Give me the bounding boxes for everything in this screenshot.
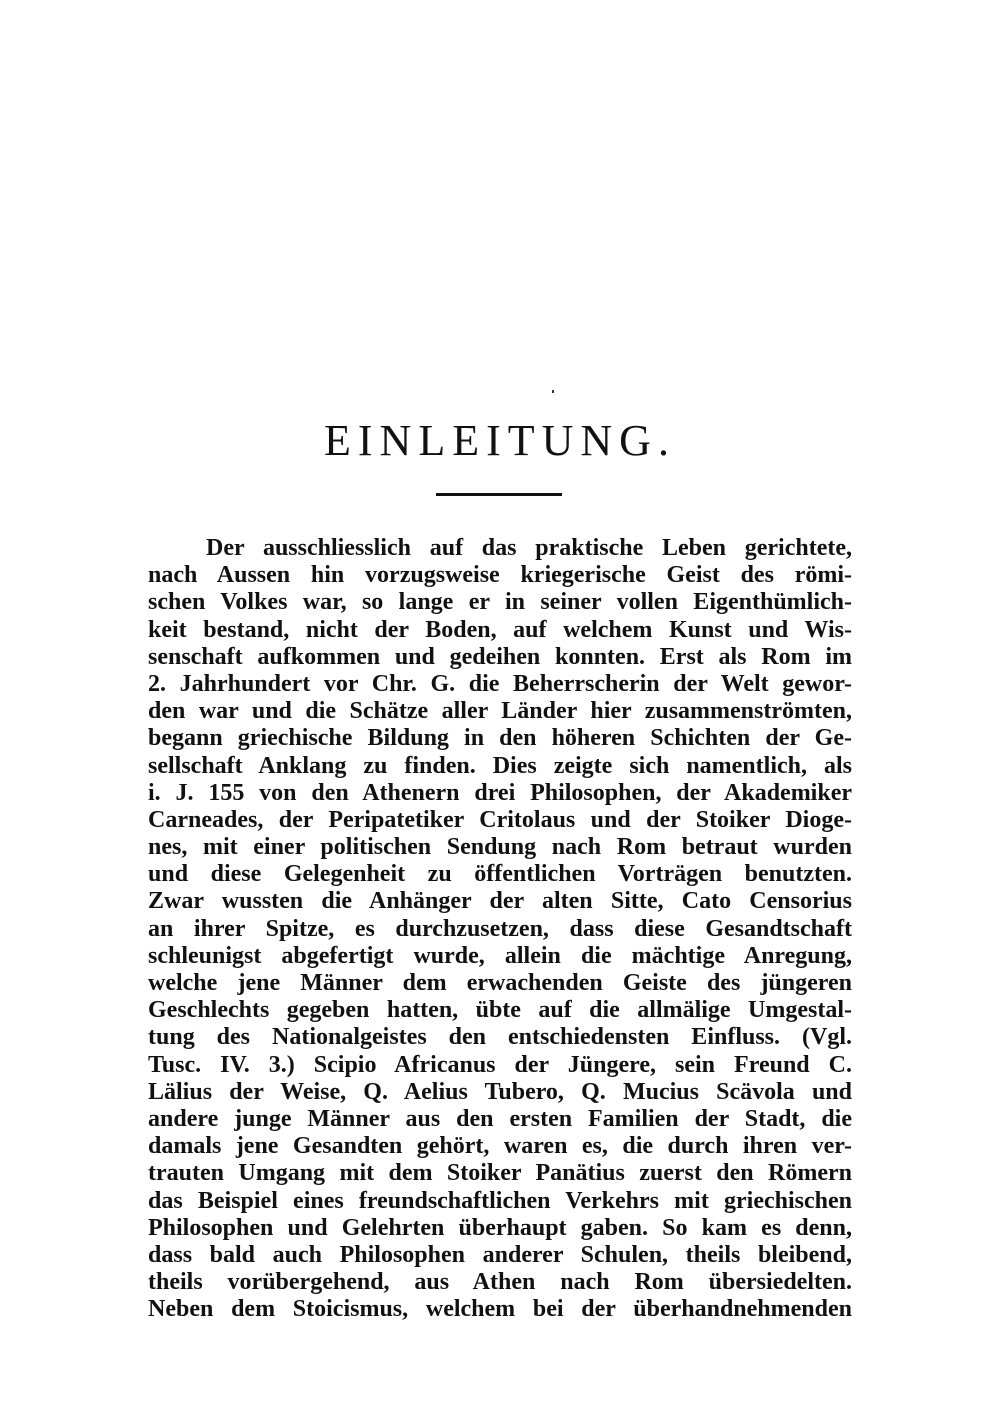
text-line: an ihrer Spitze, es durchzusetzen, dass diese Gesandtschaft [148, 915, 852, 942]
text-line: welche jene Männer dem erwachenden Geiste des jüngeren [148, 970, 852, 996]
text-line: tung des Nationalgeistes den entschiedensten Einfluss. (Vgl. [148, 1024, 852, 1051]
text-line: trauten Umgang mit dem Stoiker Panätius zuerst den Römern [148, 1160, 852, 1187]
text-line: andere junge Männer aus den ersten Familien der Stadt, die [148, 1105, 852, 1132]
text-line: Zwar wussten die Anhänger der alten Sitte, Cato Censorius [148, 888, 852, 915]
text-line: schleunigst abgefertigt wurde, allein die mächtige Anregung, [148, 942, 852, 969]
text-line: i. J. 155 von den Athenern drei Philosophen, der Akademiker [148, 779, 852, 806]
text-line: keit bestand, nicht der Boden, auf welchem Kunst und Wis- [148, 616, 852, 643]
text-line: Philosophen und Gelehrten überhaupt gaben. So kam es denn, [148, 1214, 852, 1241]
text-line: senschaft aufkommen und gedeihen konnten. Erst als Rom im [148, 643, 852, 670]
text-line: Carneades, der Peripatetiker Critolaus und der Stoiker Dioge- [148, 806, 852, 833]
text-line: sellschaft Anklang zu finden. Dies zeigte sich namentlich, als [148, 752, 852, 779]
text-line: Der ausschliesslich auf das praktische Leben gerichtete, [206, 535, 852, 561]
text-line: dass bald auch Philosophen anderer Schulen, theils bleibend, [148, 1241, 852, 1268]
text-line: das Beispiel eines freundschaftlichen Verkehrs mit griechischen [148, 1187, 852, 1214]
stray-ink-mark [552, 390, 554, 393]
text-line: Neben dem Stoicismus, welchem bei der überhandnehmenden [148, 1296, 852, 1323]
text-line: Lälius der Weise, Q. Aelius Tubero, Q. Mucius Scävola und [148, 1078, 852, 1105]
text-line: theils vorübergehend, aus Athen nach Rom übersiedelten. [148, 1269, 852, 1296]
body-paragraph [148, 535, 852, 1323]
text-line: 2. Jahrhundert vor Chr. G. die Beherrscherin der Welt gewor- [148, 670, 852, 697]
text-line: schen Volkes war, so lange er in seiner vollen Eigenthümlich- [148, 589, 852, 616]
text-line: Tusc. IV. 3.) Scipio Africanus der Jüngere, sein Freund C. [148, 1051, 852, 1078]
title-rule [436, 493, 562, 496]
text-line: begann griechische Bildung in den höheren Schichten der Ge- [148, 725, 852, 752]
text-line: nes, mit einer politischen Sendung nach Rom betraut wurden [148, 834, 852, 861]
text-line: damals jene Gesandten gehört, waren es, die durch ihren ver- [148, 1133, 852, 1160]
text-line: den war und die Schätze aller Länder hier zusammenströmten, [148, 698, 852, 725]
chapter-title: EINLEITUNG. [324, 416, 676, 465]
text-line: Geschlechts gegeben hatten, übte auf die allmälige Umgestal- [148, 997, 852, 1024]
text-line: nach Aussen hin vorzugsweise kriegerische Geist des römi- [148, 562, 852, 589]
text-line: und diese Gelegenheit zu öffentlichen Vorträgen benutzten. [148, 861, 852, 888]
